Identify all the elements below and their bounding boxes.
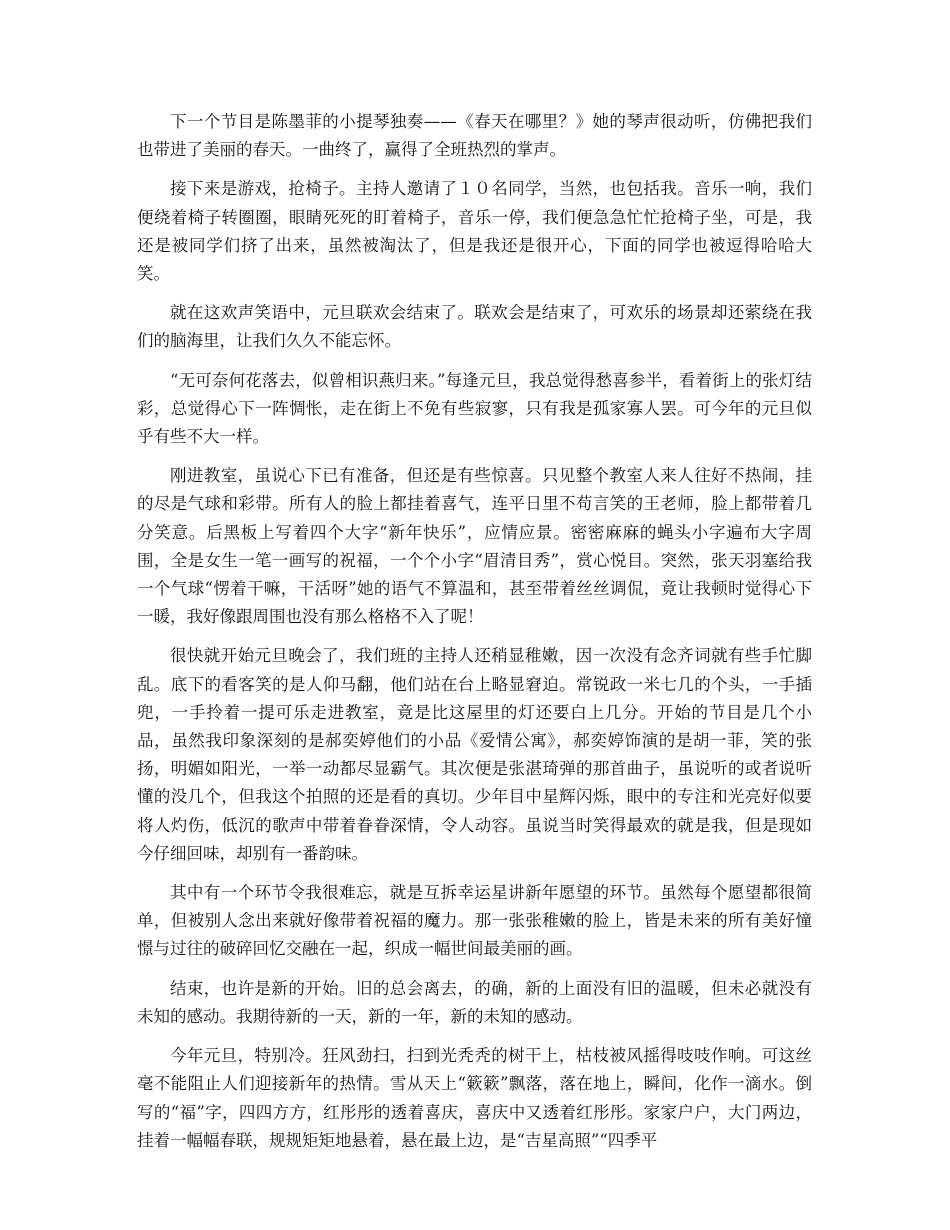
paragraph: “无可奈何花落去，似曾相识燕归来。”每逢元旦，我总觉得愁喜参半，看着街上的张灯结彩，总觉得心下一阵惆怅，走在街上不免有些寂寥，只有我是孤家寡人罢。可今年的元旦似乎有些不大一样。 [137,370,812,447]
paragraph: 接下来是游戏，抢椅子。主持人邀请了１０名同学，当然，也包括我。音乐一响，我们便绕着椅子转圈圈，眼睛死死的盯着椅子，音乐一停，我们便急急忙忙抢椅子坐，可是，我还是被同学们挤了出来，虽然被淘汰了，但是我还是很开心，下面的同学也被逗得哈哈大笑。 [137,179,812,284]
paragraph: 就在这欢声笑语中，元旦联欢会结束了。联欢会是结束了，可欢乐的场景却还萦绕在我们的脑海里，让我们久久不能忘怀。 [137,303,812,351]
paragraph: 下一个节目是陈墨菲的小提琴独奏——《春天在哪里？》她的琴声很动听，仿佛把我们也带进了美丽的春天。一曲终了，赢得了全班热烈的掌声。 [137,112,812,160]
paragraph: 其中有一个环节令我很难忘，就是互拆幸运星讲新年愿望的环节。虽然每个愿望都很简单，但被别人念出来就好像带着祝福的魔力。那一张张稚嫩的脸上，皆是未来的所有美好憧憬与过往的破碎回忆交融在一起，织成一幅世间最美丽的画。 [137,883,812,959]
paragraph: 今年元旦，特别冷。狂风劲扫，扫到光秃秃的树干上，枯枝被风摇得吱吱作响。可这丝毫不能阻止人们迎接新年的热情。雪从天上“簌簌”飘落，落在地上，瞬间，化作一滴水。倒写的“福”字，四四方方，红彤彤的透着喜庆，喜庆中又透着红彤彤。家家户户，大门两边，挂着一幅幅春联，规规矩矩地悬着，悬在最上边，是“吉星高照”“四季平 [137,1046,812,1150]
paragraph: 结束，也许是新的开始。旧的总会离去，的确，新的上面没有旧的温暖，但未必就没有未知的感动。我期待新的一天，新的一年，新的未知的感动。 [137,978,812,1026]
paragraph: 很快就开始元旦晚会了，我们班的主持人还稍显稚嫩，因一次没有念齐词就有些手忙脚乱。底下的看客笑的是人仰马翻，他们站在台上略显窘迫。常锐政一米七几的个头，一手插兜，一手拎着一提可乐走进教室，竟是比这屋里的灯还要白上几分。开始的节目是几个小品，虽然我印象深刻的是郝奕婷他们的小品《爱情公寓》，郝奕婷饰演的是胡一菲，笑的张扬，明媚如阳光，一举一动都尽显霸气。其次便是张湛琦弹的那首曲子，虽说听的或者说听懂的没几个，但我这个拍照的还是看的真切。少年目中星辉闪烁，眼中的专注和光亮好似要将人灼伤，低沉的歌声中带着眷眷深情，令人动容。虽说当时笑得最欢的就是我，但是现如今仔细回味，却别有一番韵味。 [137,646,812,863]
document-body [137,108,812,1166]
paragraph: 刚进教室，虽说心下已有准备，但还是有些惊喜。只见整个教室人来人往好不热闹，挂的尽是气球和彩带。所有人的脸上都挂着喜气，连平日里不苟言笑的王老师，脸上都带着几分笑意。后黑板上写着四个大字“新年快乐”，应情应景。密密麻麻的蝇头小字遍布大字周围，全是女生一笔一画写的祝福，一个个小字“眉清目秀”，赏心悦目。突然，张天羽塞给我一个气球“愣着干嘛，干活呀”她的语气不算温和，甚至带着丝丝调侃，竟让我顿时觉得心下一暖，我好像跟周围也没有那么格格不入了呢！ [137,466,812,627]
